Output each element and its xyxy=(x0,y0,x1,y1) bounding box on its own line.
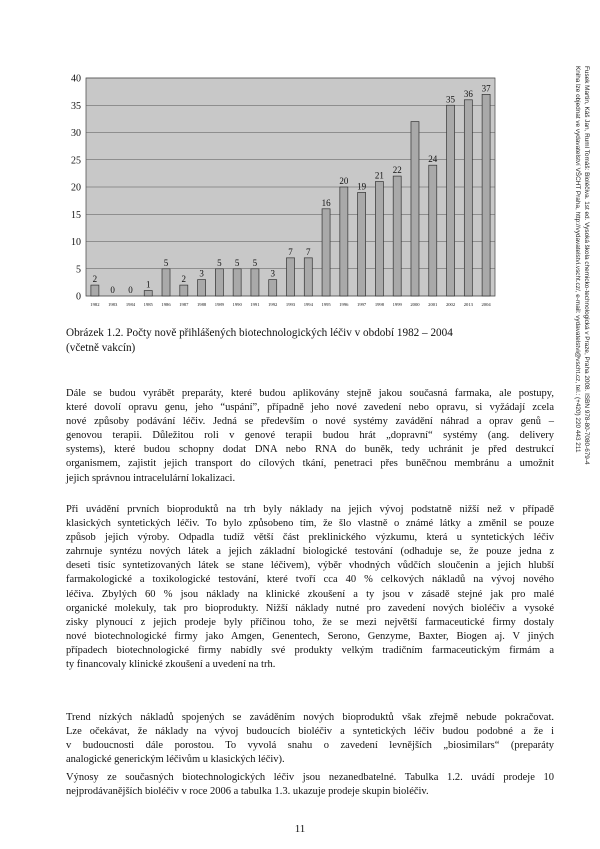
text-line: nové biotechnologické firmy jako Amgen, Genentech, Serono, Genzyme, Baxter, Biogen aj. V jiných xyxy=(66,630,554,642)
x-tick-label: 1989 xyxy=(214,302,224,307)
x-tick-label: 1983 xyxy=(108,302,118,307)
data-label: 0 xyxy=(128,285,133,295)
y-tick-label: 5 xyxy=(76,264,81,276)
data-label: 5 xyxy=(234,257,240,268)
x-tick-label: 1985 xyxy=(143,302,153,307)
bar xyxy=(91,285,99,296)
text-line: Výnosy ze současných biotechnologických léčiv jsou nezanedbatelné. Tabulka 1.2. uvádí prodeje 10 xyxy=(66,772,554,783)
y-tick-label: 40 xyxy=(71,73,81,85)
x-tick-label: 1991 xyxy=(250,302,260,307)
data-label: 5 xyxy=(252,257,258,268)
x-tick-label: 1992 xyxy=(268,302,278,307)
bar xyxy=(162,269,170,296)
data-label: 22 xyxy=(392,165,402,176)
caption-line-1: Obrázek 1.2. Počty nově přihlášených biotechnologických léčiv v období 1982 – 2004 xyxy=(66,327,453,339)
paragraph-3 xyxy=(66,711,554,767)
text-line: ty financovaly klinické zkoušení a uvedení na trh. xyxy=(66,659,276,671)
data-label: 36 xyxy=(463,88,473,99)
x-tick-label: 1990 xyxy=(232,302,242,307)
data-label: 1 xyxy=(145,279,151,290)
data-label: 0 xyxy=(110,285,115,295)
x-tick-label: 1995 xyxy=(321,302,331,307)
x-tick-label: 2001 xyxy=(428,302,438,307)
bar xyxy=(251,269,259,296)
y-tick-label: 10 xyxy=(71,237,81,248)
data-label: 37 xyxy=(481,83,491,94)
text-line: zahrnuje syntézu nových látek a jejich základní biologické testování (odhaduje se, že pouze jedna z xyxy=(66,546,554,558)
data-label: 19 xyxy=(357,181,367,192)
text-line: zisky plynoucí z jejich prodeje byly příčinou toho, že se mezi největší farmaceutické firmy dostaly xyxy=(66,616,554,628)
bar xyxy=(215,269,223,296)
x-tick-label: 1996 xyxy=(339,302,349,307)
bar xyxy=(464,100,472,296)
bar xyxy=(482,94,490,296)
x-tick-label: 1986 xyxy=(161,302,171,307)
bar xyxy=(447,105,455,296)
text-line: deseti tisíc syntetizovaných látek se stane léčivem), výběr vhodných vůdčích sloučenin a jejich hlubší xyxy=(66,560,554,572)
data-label: 3 xyxy=(270,268,275,279)
text-line: léčiva. Zbylých 60 % jsou náklady na klinické zkoušení a ty jsou v zásadě stejné jak pro malé xyxy=(66,588,554,600)
side-note xyxy=(567,66,591,586)
bar xyxy=(375,182,383,296)
text-line: organické molekuly, tak pro bioprodukty. Nižší náklady nutné pro zavedení nových bioléčiv a vysoké xyxy=(66,602,554,614)
text-line: systems), které budou schopny dodat DNA nebo RNA do buněk, tedy uchránit je před destrukcí xyxy=(66,444,554,456)
data-label: 24 xyxy=(428,154,438,165)
text-line: analogické generickým léčivům u klasických léčiv). xyxy=(66,754,285,766)
data-label: 20 xyxy=(339,176,349,186)
text-line: nové způsoby podávání léčiv. Jedná se především o nové systémy zavádění náhrad a oprav genů – xyxy=(66,416,554,428)
bar xyxy=(198,280,206,296)
data-label: 35 xyxy=(446,94,456,105)
data-label: 7 xyxy=(306,246,311,257)
x-tick-label: 1994 xyxy=(303,302,313,307)
x-tick-label: 1998 xyxy=(374,302,385,307)
bar xyxy=(358,192,366,296)
side-note-line-1: Fusek Martin, Káš Jan, Ruml Tomáš: Bioléčiva. 1st ed. Vysoká škola chemicko-technologická v Praze, Praha 2008. ISBN 978-80-7080-679-4 xyxy=(583,66,590,465)
text-line: jejich správnou intracelulární lokalizaci. xyxy=(66,472,236,484)
bar-chart xyxy=(60,64,500,320)
y-tick-label: 25 xyxy=(71,155,81,167)
paragraph-2 xyxy=(66,503,554,672)
text-line: které dovolí opravu genu, jeho “uspání”, případně jeho nové zavedení nebo opravu, si vyžádají zcela xyxy=(66,402,554,414)
text-line: způsob jejich výroby. Odpadla tudíž větší část preklinického výzkumu, která u syntetických léčiv xyxy=(66,532,554,544)
paragraph-4 xyxy=(66,771,554,799)
x-tick-label: 1982 xyxy=(90,302,100,307)
text-line: nejprodávanějších bioléčiv v roce 2006 a tabulka 1.3. ukazuje prodeje skupin bioléčiv. xyxy=(66,786,429,798)
x-tick-label: 2000 xyxy=(410,302,420,307)
side-note-line-2: Kniha lze objednat ve vydavatelství VŠCHT Praha, http://vydavatelstvi.vscht.cz/, e-mail: vydavatelstvi@vscht.cz, tel.: (+420) 220 443 211 xyxy=(574,66,581,453)
bar xyxy=(340,187,348,296)
bar xyxy=(286,258,294,296)
y-tick-label: 20 xyxy=(71,182,81,194)
text-line: klasických syntetických léčiv. To bylo způsobeno tím, že šlo vlastně o známé látky a změnil se pouze xyxy=(66,518,554,530)
data-label: 3 xyxy=(199,268,204,279)
bar xyxy=(393,176,401,296)
x-tick-label: 2013 xyxy=(463,302,473,307)
bar xyxy=(233,269,241,296)
y-tick-label: 30 xyxy=(71,128,81,139)
bar xyxy=(269,280,277,296)
bar xyxy=(180,285,188,296)
text-line: Při uvádění prvních bioproduktů na trh byly náklady na jejich vývoj podstatně nižší než v případě xyxy=(66,504,554,515)
bar xyxy=(429,165,437,296)
paragraph-1 xyxy=(66,387,554,486)
data-label: 5 xyxy=(163,257,169,268)
y-tick-label: 0 xyxy=(76,291,81,303)
x-tick-label: 1993 xyxy=(285,302,296,307)
bar xyxy=(322,209,330,296)
page-number: 11 xyxy=(294,823,306,835)
text-line: případech biotechnologické firmy nabídly své produkty velkým tradičním farmaceutickým firmám a xyxy=(66,644,554,656)
bar xyxy=(411,122,419,296)
data-label: 21 xyxy=(374,170,384,181)
data-label: 2 xyxy=(181,274,187,285)
data-label: 16 xyxy=(321,197,331,208)
bar xyxy=(304,258,312,296)
text-line: Dále se budou vyrábět preparáty, které budou aplikovány stejně jakou současná farmaka, ale postupy, xyxy=(66,388,554,399)
text-line: v budoucnosti dále porostou. To vyvolá snahu o zavedení levnějších „biosimilars“ (preparáty xyxy=(66,740,554,752)
text-line: farmakologické a toxikologické testování, které tvoří cca 40 % celkových nákladů na vývoj nového xyxy=(66,574,554,586)
x-tick-label: 1984 xyxy=(125,302,136,307)
caption-line-2: (včetně vakcín) xyxy=(66,341,136,354)
figure-caption xyxy=(66,326,506,355)
text-line: Lze očekávat, že náklady na vývoj budoucích bioléčiv a syntetických léčiv budou podobné a že i xyxy=(66,726,554,738)
text-line: Trend nízkých nákladů spojených se zaváděním nových bioproduktů však zřejmě nebude pokračovat. xyxy=(66,712,554,723)
data-label: 7 xyxy=(288,246,293,257)
y-tick-label: 15 xyxy=(71,209,81,221)
x-tick-label: 1987 xyxy=(179,302,189,307)
text-line: organismem, zajistit jejich transport do cílových tkání, penetraci přes buněčnou membránu a umožnit xyxy=(66,458,554,470)
text-line: genovou terapii. Důležitou roli v genové terapii budou hrát „dopravní“ systémy (ang. delivery xyxy=(66,430,554,442)
x-tick-label: 2004 xyxy=(481,302,491,307)
x-tick-label: 1997 xyxy=(357,302,367,307)
bar xyxy=(144,291,152,296)
x-tick-label: 2002 xyxy=(445,302,456,307)
x-tick-label: 1999 xyxy=(392,302,402,307)
y-tick-label: 35 xyxy=(71,100,81,112)
data-label: 5 xyxy=(217,257,222,268)
x-tick-label: 1988 xyxy=(196,302,207,307)
data-label: 2 xyxy=(92,274,98,285)
